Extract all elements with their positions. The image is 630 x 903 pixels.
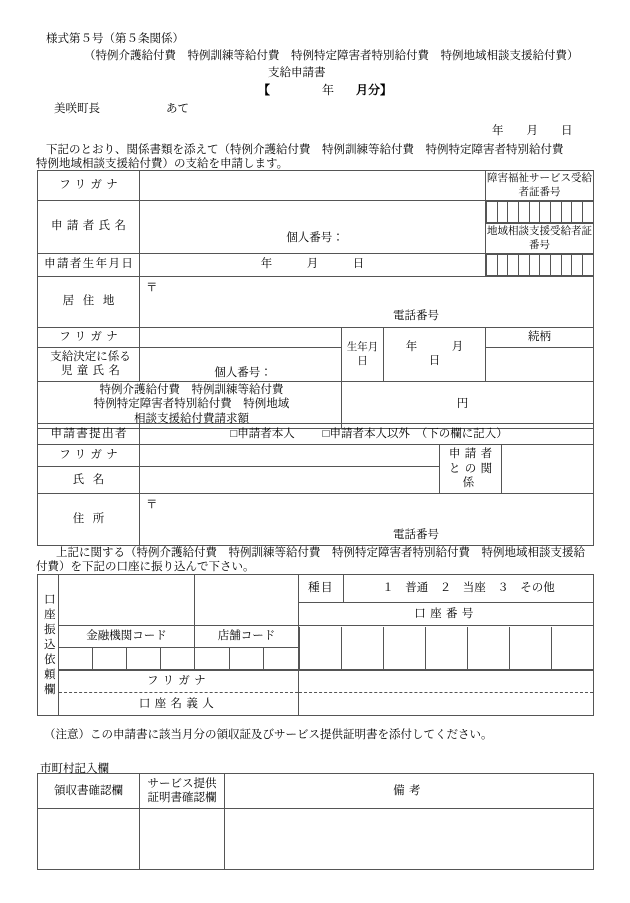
cert-cell[interactable]: [582, 201, 593, 222]
child-personal-number-field[interactable]: [140, 347, 342, 381]
cert-cell[interactable]: [487, 254, 498, 275]
applicant-birthdate-value: 年 月 日: [260, 258, 365, 271]
account-number-label: 口座番号: [414, 607, 478, 620]
applicant-name-input[interactable]: [140, 200, 486, 223]
row-municipal-values: [38, 809, 594, 870]
account-type-options-text: １ 普通 ２ 当座 ３ その他: [382, 582, 555, 595]
account-number-cell[interactable]: [467, 627, 509, 670]
page-title: 支給申請書: [268, 67, 326, 79]
bank-transfer-table: [37, 574, 594, 716]
remarks-label: 備考: [393, 784, 425, 797]
row-municipal-headers: [38, 774, 594, 809]
branch-code-cell[interactable]: [195, 648, 229, 670]
row-claim-amount: [38, 381, 594, 428]
applicant-birthdate-input[interactable]: [140, 253, 486, 276]
holder-name-label: 口座名義人: [138, 698, 219, 710]
row-furigana: [38, 171, 594, 201]
cert-cell[interactable]: [497, 254, 508, 275]
child-furigana-label: フリガナ: [38, 327, 140, 347]
period-field[interactable]: [258, 81, 392, 98]
municipal-section-label: 市町村記入欄: [40, 763, 109, 775]
child-birthdate-input[interactable]: [384, 327, 498, 381]
bank-code-grid[interactable]: [59, 648, 195, 671]
account-number-cell[interactable]: [383, 627, 425, 670]
receipt-check-heading: [38, 774, 140, 809]
lead-text-line1: 下記のとおり、関係書類を添えて（特例介護給付費 特例訓練等給付費 特例特定障害者特別給付費: [46, 144, 564, 156]
welfare-cert-label: 障害福祉サービス受給者証番号: [487, 173, 593, 199]
branch-code-cell-row: [195, 648, 298, 670]
claim-amount-label-cell: [38, 381, 342, 428]
submitter-checkbox-self[interactable]: □申請者本人: [230, 427, 295, 440]
submitter-relation-label-cell: [440, 445, 502, 494]
bank-code-cell[interactable]: [93, 648, 127, 670]
bank-code-heading: [59, 626, 195, 648]
attachment-note: （注意）この申請書に該当月分の領収証及びサービス提供証明書を添付してください。: [44, 729, 493, 741]
holder-input-cell[interactable]: [299, 671, 594, 716]
period-open-bracket: 【: [258, 83, 271, 97]
cert-cell[interactable]: [487, 201, 498, 222]
submitter-address-label: 住所: [38, 494, 140, 546]
bank-code-cell[interactable]: [127, 648, 161, 670]
bank-code-cell[interactable]: [160, 648, 194, 670]
account-number-cell[interactable]: [551, 627, 593, 670]
applicant-furigana-label: フリガナ: [38, 171, 140, 201]
cert-cell[interactable]: [561, 201, 572, 222]
region-cert-heading: [486, 223, 594, 253]
bank-code-cells: [59, 648, 194, 670]
addressee-suffix: あて: [166, 103, 189, 115]
child-birthdate-label: 生年月日: [346, 341, 379, 367]
holder-name-input[interactable]: [299, 693, 593, 715]
cert-cell[interactable]: [540, 201, 551, 222]
cert-cell[interactable]: [508, 201, 519, 222]
submitter-relation-label-line2: との関係: [448, 462, 497, 490]
holder-furigana-input[interactable]: [299, 671, 593, 693]
child-furigana-input[interactable]: [140, 327, 342, 347]
relation-input[interactable]: [486, 347, 594, 381]
postal-code-mark: 〒: [146, 499, 158, 511]
addressee-mayor: 美咲町長: [54, 103, 100, 115]
claim-label-line1: 特例介護給付費 特例訓練等給付費: [99, 383, 284, 396]
region-cert-cell-row: [487, 254, 594, 275]
claim-amount-unit: 円: [456, 398, 469, 411]
cert-cell[interactable]: [540, 254, 551, 275]
service-cert-check-heading: [140, 774, 225, 809]
period-year-label: 年: [322, 83, 335, 97]
branch-name-input[interactable]: [195, 575, 299, 626]
holder-label-cell: [59, 671, 299, 716]
cert-cell[interactable]: [497, 201, 508, 222]
receipt-check-label: 領収書確認欄: [54, 784, 123, 797]
cert-cell[interactable]: [550, 201, 561, 222]
bank-intro-line1: 上記に関する（特例介護給付費 特例訓練等給付費 特例特定障害者特別給付費 特例地域相談支援給: [56, 547, 585, 559]
account-number-cells: [299, 627, 593, 670]
region-cert-cells: [486, 254, 593, 276]
account-number-heading: [299, 603, 594, 626]
cert-cell[interactable]: [508, 254, 519, 275]
remarks-input[interactable]: [225, 809, 594, 870]
welfare-cert-heading: [486, 171, 594, 201]
form-number: 様式第５号（第５条関係）: [46, 33, 184, 45]
service-cert-check-input[interactable]: [140, 809, 225, 870]
applicant-table: [37, 170, 594, 429]
holder-furigana-label-row: [59, 671, 298, 693]
submitter-name-label: 氏名: [38, 467, 140, 494]
relation-heading: [486, 327, 594, 347]
row-residence: [38, 276, 594, 327]
cert-cell[interactable]: [561, 254, 572, 275]
child-name-label-line2: 児童氏名: [60, 365, 125, 377]
submitter-relation-label-line1: 申請者: [448, 448, 497, 461]
branch-code-grid[interactable]: [195, 648, 299, 671]
row-child-furigana: [38, 327, 594, 347]
bank-section-vertical-label: 口座振込依頼欄: [42, 592, 55, 698]
child-name-label-line1: 支給決定に係る: [50, 350, 131, 363]
row-submitter-address: [38, 494, 594, 546]
account-type-label-cell: [299, 575, 344, 603]
holder-name-label-row: [59, 693, 298, 715]
submitter-checkbox-other[interactable]: □申請者本人以外 （下の欄に記入）: [322, 427, 508, 440]
welfare-cert-cell-row: [487, 201, 594, 222]
bank-code-label: 金融機関コード: [86, 630, 167, 643]
claim-label-line3: 相談支援給付費請求額: [134, 412, 249, 425]
branch-code-label: 店舗コード: [217, 630, 276, 643]
account-number-cell-row: [300, 627, 594, 670]
child-personal-number-label: 個人番号：: [214, 367, 272, 380]
row-holder: [38, 671, 594, 716]
row-submitter-type: [38, 424, 594, 445]
branch-code-cell[interactable]: [264, 648, 298, 670]
cert-cell[interactable]: [529, 201, 540, 222]
cert-cell[interactable]: [518, 201, 529, 222]
cert-cell[interactable]: [529, 254, 540, 275]
welfare-cert-cells: [486, 201, 593, 223]
child-birthdate-value: 年 月 日: [405, 340, 498, 367]
branch-code-cells: [195, 648, 298, 670]
applicant-personal-number-field[interactable]: [140, 223, 486, 253]
bank-intro-line2: 付費）を下記の口座に振り込んで下さい。: [36, 561, 255, 573]
applicant-furigana-input[interactable]: [140, 171, 486, 201]
submitter-relation-input[interactable]: [502, 445, 594, 494]
cert-cell[interactable]: [572, 201, 583, 222]
applicant-name-label: 申請者氏名: [38, 200, 140, 253]
bank-name-input[interactable]: [59, 575, 195, 626]
region-cert-label: 地域相談支援受給者証番号: [487, 225, 593, 252]
submitter-name-input[interactable]: [140, 467, 440, 494]
submission-date-field[interactable]: 年 月 日: [492, 125, 573, 137]
submitter-label: 申請書提出者: [38, 424, 140, 445]
cert-cell[interactable]: [582, 254, 593, 275]
row-code-headings: [38, 626, 594, 648]
submitter-furigana-label: フリガナ: [38, 445, 140, 467]
branch-code-cell[interactable]: [229, 648, 263, 670]
row-applicant-birthdate: [38, 253, 594, 276]
applicant-birthdate-label: 申請者生年月日: [38, 253, 140, 276]
account-number-cell[interactable]: [341, 627, 383, 670]
municipal-table: [37, 773, 594, 870]
child-birthdate-label-cell: [342, 327, 384, 381]
lead-text-line2: 特例地域相談支援給付費）の支給を申請します。: [36, 158, 289, 170]
region-cert-number-grid[interactable]: [486, 253, 594, 276]
bank-code-cell[interactable]: [59, 648, 93, 670]
child-relation-label: 続柄: [528, 330, 552, 343]
postal-code-mark: 〒: [146, 281, 158, 294]
residence-label: 居住地: [38, 276, 140, 327]
cert-cell[interactable]: [518, 254, 529, 275]
holder-furigana-label: フリガナ: [147, 675, 210, 687]
account-number-cell[interactable]: [509, 627, 551, 670]
service-cert-check-label-line1: サービス提供: [147, 777, 217, 790]
account-type-options[interactable]: [344, 575, 594, 603]
submitter-address-input[interactable]: [140, 494, 594, 546]
remarks-heading: [225, 774, 594, 809]
row-child-name: [38, 347, 594, 381]
submitter-furigana-input[interactable]: [140, 445, 440, 467]
residence-input[interactable]: [140, 276, 594, 327]
welfare-cert-number-grid[interactable]: [486, 200, 594, 223]
period-month-label: 月分】: [356, 83, 393, 97]
bank-code-cell-row: [59, 648, 194, 670]
branch-code-heading: [195, 626, 299, 648]
claim-label-line2: 特例特定障害者特別給付費 特例地域: [93, 398, 290, 411]
applicant-personal-number-label: 個人番号：: [286, 231, 344, 244]
account-number-cell[interactable]: [300, 627, 342, 670]
form-subtitle: （特例介護給付費 特例訓練等給付費 特例特定障害者特別給付費 特例地域相談支援給付費）: [84, 50, 579, 62]
submitter-tel-label: 電話番号: [393, 528, 439, 541]
receipt-check-input[interactable]: [38, 809, 140, 870]
account-number-grid[interactable]: [299, 626, 594, 671]
bank-section-vertical-label-cell: [38, 575, 59, 716]
child-name-label-cell: [38, 347, 140, 381]
residence-tel-label: 電話番号: [393, 310, 439, 323]
row-submitter-furigana: [38, 445, 594, 467]
row-bank-type: [38, 575, 594, 603]
cert-cell[interactable]: [572, 254, 583, 275]
account-type-label: 種目: [308, 582, 334, 595]
claim-amount-input[interactable]: [342, 381, 594, 428]
submitter-table: [37, 423, 594, 546]
submitter-type-options[interactable]: [140, 424, 594, 445]
service-cert-check-label-line2: 証明書確認欄: [147, 792, 217, 804]
row-applicant-name-upper: [38, 200, 594, 223]
cert-cell[interactable]: [550, 254, 561, 275]
account-number-cell[interactable]: [425, 627, 467, 670]
